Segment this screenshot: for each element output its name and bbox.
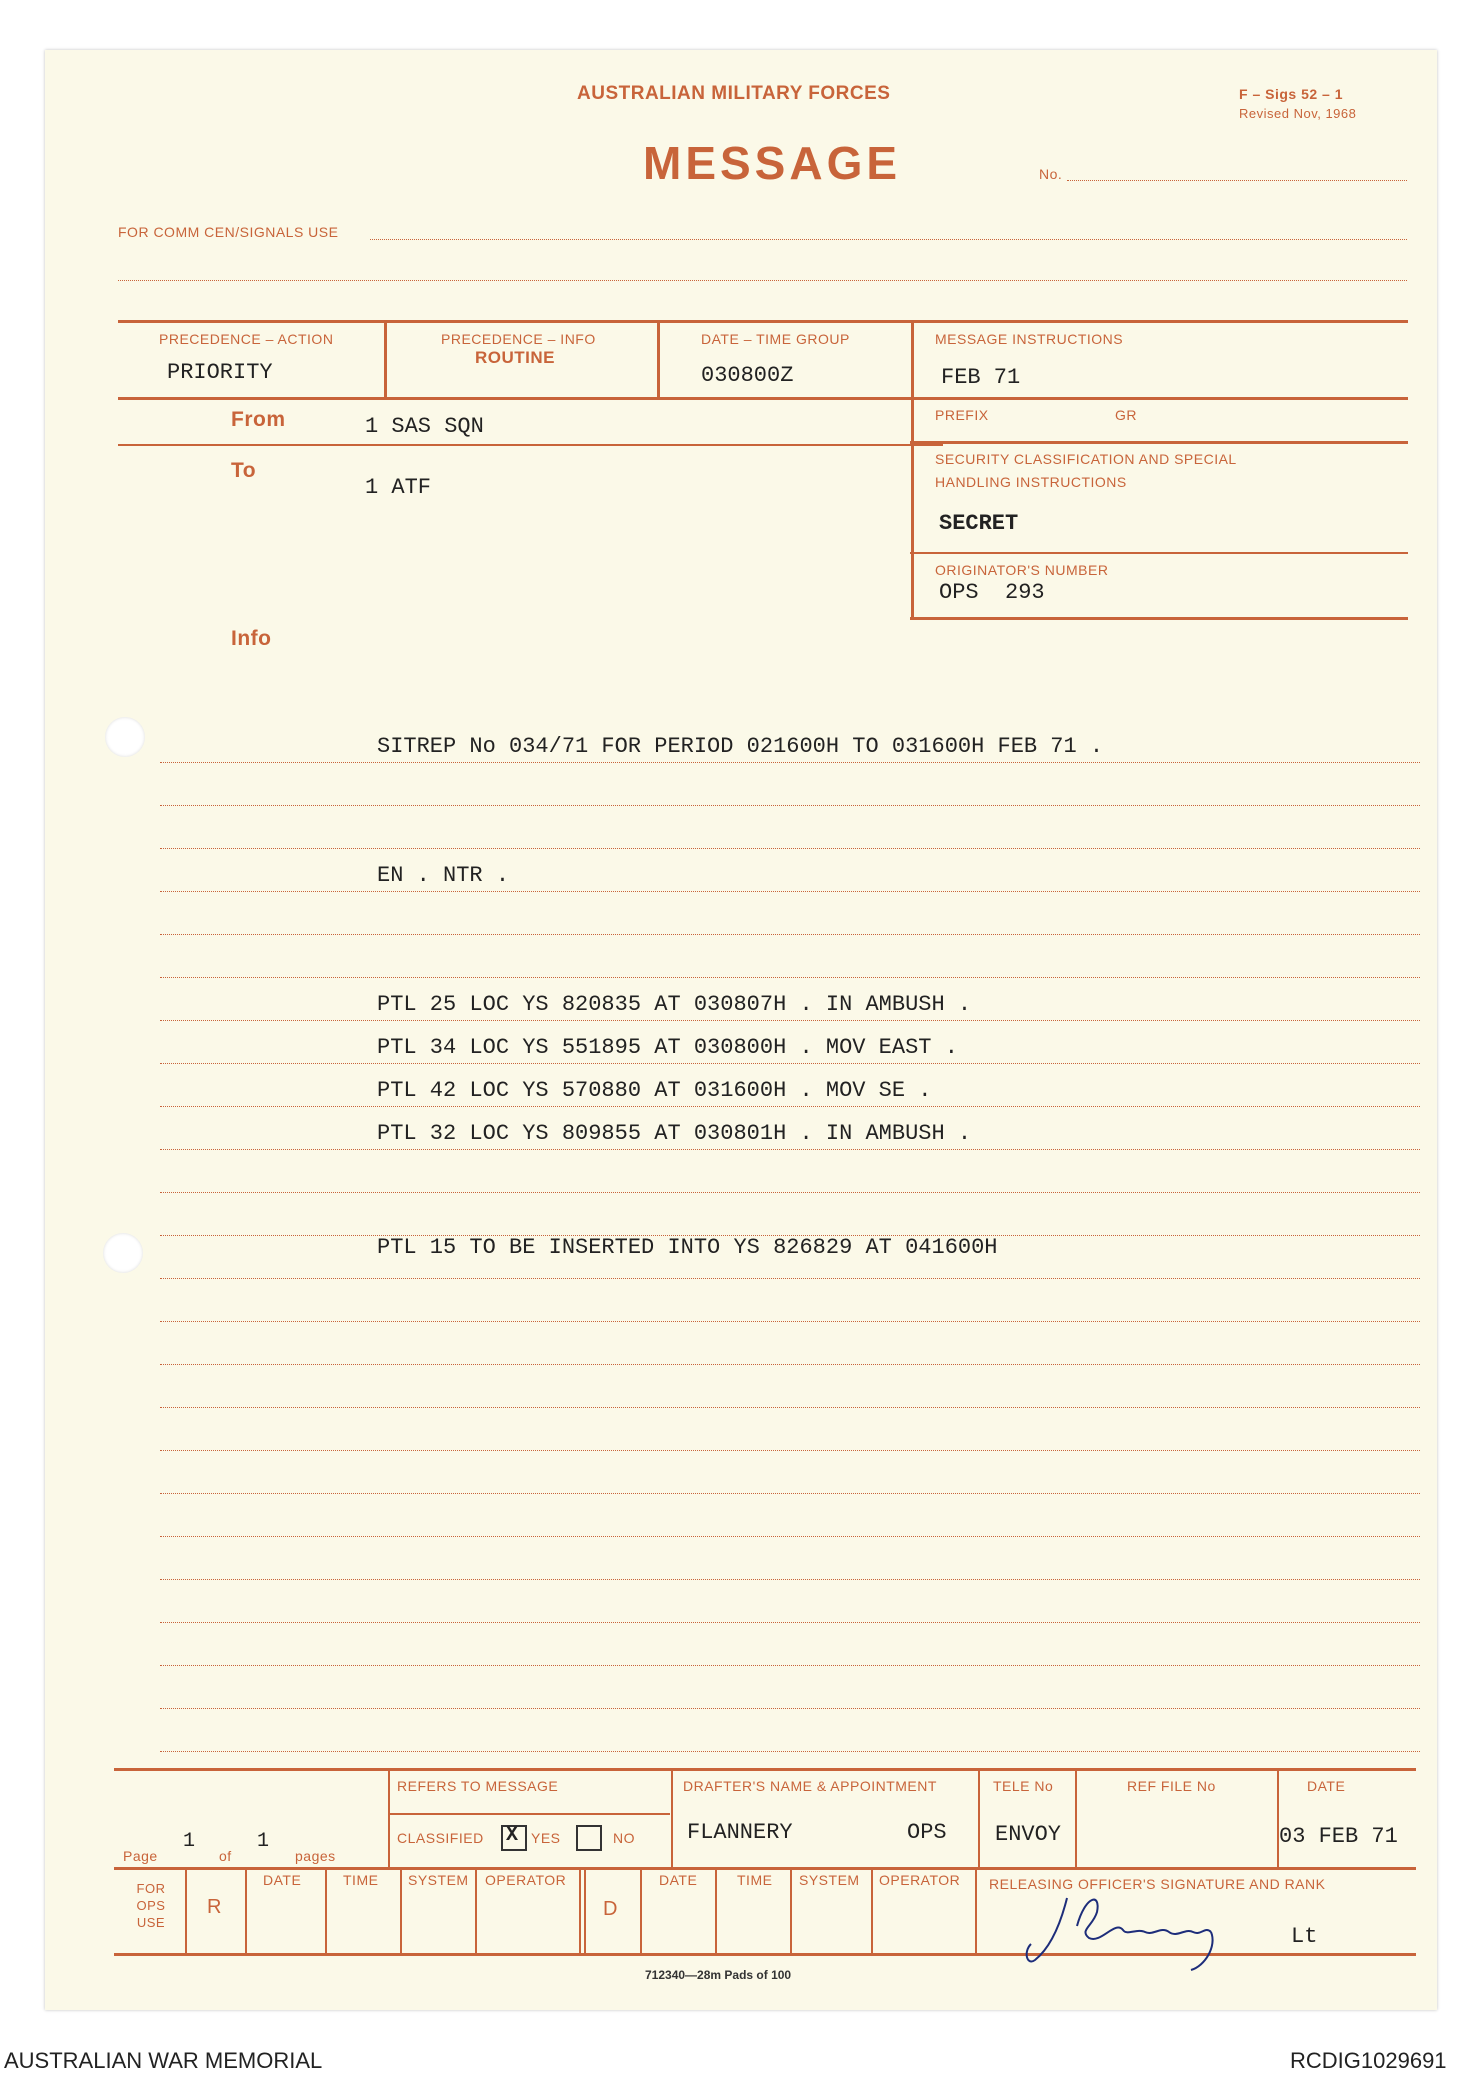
security-value: SECRET xyxy=(939,511,1019,536)
ruled-line xyxy=(160,1278,1420,1279)
ruled-line xyxy=(160,1493,1420,1494)
date-label: DATE xyxy=(1307,1778,1346,1794)
info-label: Info xyxy=(231,627,272,650)
classified-rule xyxy=(388,1813,670,1815)
print-code: 712340—28m Pads of 100 xyxy=(645,1968,792,1982)
ops-col-rule xyxy=(325,1867,327,1953)
ruled-line xyxy=(160,934,1420,935)
ref-file-label: REF FILE No xyxy=(1127,1778,1216,1794)
ruled-line xyxy=(160,1149,1420,1150)
ops-col-rule xyxy=(790,1867,792,1953)
col-divider-2 xyxy=(657,320,660,399)
ruled-line xyxy=(160,848,1420,849)
punch-hole-bottom xyxy=(103,1233,143,1273)
precedence-action-value: PRIORITY xyxy=(167,360,273,385)
revised-date: Revised Nov, 1968 xyxy=(1239,106,1357,121)
originator-rule xyxy=(910,617,1408,620)
ruled-line xyxy=(160,1192,1420,1193)
page-title: MESSAGE xyxy=(643,137,902,189)
ops-time-2: TIME xyxy=(737,1872,773,1888)
message-form xyxy=(45,50,1437,2010)
ruled-line xyxy=(160,805,1420,806)
drafter-label: DRAFTER'S NAME & APPOINTMENT xyxy=(683,1778,937,1794)
from-row-rule xyxy=(118,444,943,446)
security-rule xyxy=(910,552,1408,554)
ops-col-rule xyxy=(975,1867,977,1953)
originator-label: ORIGINATOR'S NUMBER xyxy=(935,562,1109,578)
comm-cen-label: FOR COMM CEN/SIGNALS USE xyxy=(118,224,339,240)
bottom-top-rule xyxy=(114,1768,1416,1771)
r-label: R xyxy=(207,1896,222,1918)
ops-col-rule xyxy=(715,1867,717,1953)
bottom-col-drafter xyxy=(671,1768,673,1868)
of-label: of xyxy=(219,1848,232,1864)
ruled-line xyxy=(160,1321,1420,1322)
bottom-col-ref xyxy=(1075,1768,1077,1868)
form-id: F – Sigs 52 – 1 xyxy=(1239,86,1343,102)
page-label: Page xyxy=(123,1848,158,1864)
ops-operator-1: OPERATOR xyxy=(485,1872,567,1888)
from-value: 1 SAS SQN xyxy=(365,414,484,439)
grid-row1-rule xyxy=(118,397,1408,400)
drafter-name: FLANNERY xyxy=(687,1820,793,1845)
ops-time-1: TIME xyxy=(343,1872,379,1888)
page-number: 1 xyxy=(183,1830,196,1853)
ops-col-rule xyxy=(871,1867,873,1953)
ruled-line xyxy=(160,762,1420,763)
col-divider-1 xyxy=(384,320,387,399)
drafter-appointment: OPS xyxy=(907,1820,947,1845)
date-value: 03 FEB 71 xyxy=(1279,1824,1398,1849)
tele-label: TELE No xyxy=(993,1778,1054,1794)
body-line-ptl25: PTL 25 LOC YS 820835 AT 030807H . IN AMBUSH . xyxy=(377,992,972,1017)
dtg-label: DATE – TIME GROUP xyxy=(701,331,850,347)
releasing-officer-label: RELEASING OFFICER'S SIGNATURE AND RANK xyxy=(989,1876,1326,1892)
for-ops-use-label: FOR OPS USE xyxy=(136,1881,166,1930)
precedence-info-value: ROUTINE xyxy=(475,348,555,367)
to-label: To xyxy=(231,459,257,482)
ops-col-rule xyxy=(579,1867,581,1953)
ops-col-rule xyxy=(475,1867,477,1953)
archive-name: AUSTRALIAN WAR MEMORIAL xyxy=(4,2048,323,2073)
officer-signature xyxy=(1005,1886,1285,1976)
to-value: 1 ATF xyxy=(365,475,432,500)
no-label: No. xyxy=(1039,166,1063,182)
classified-no-checkbox[interactable] xyxy=(576,1825,602,1851)
gr-label: GR xyxy=(1115,407,1137,423)
punch-hole-top xyxy=(105,717,145,757)
bottom-col-refers xyxy=(388,1768,390,1868)
body-line-enemy: EN . NTR . xyxy=(377,863,510,888)
body-line-ptl15: PTL 15 TO BE INSERTED INTO YS 826829 AT 041600H xyxy=(377,1235,998,1260)
ruled-line xyxy=(160,1063,1420,1064)
bottom-mid-rule xyxy=(114,1867,1416,1870)
ruled-line xyxy=(160,1622,1420,1623)
comm-cen-line-2 xyxy=(118,280,1407,281)
body-line-ptl42: PTL 42 LOC YS 570880 AT 031600H . MOV SE . xyxy=(377,1078,932,1103)
ruled-line xyxy=(160,1708,1420,1709)
ops-col-rule xyxy=(400,1867,402,1953)
ops-date-1: DATE xyxy=(263,1872,302,1888)
ops-operator-2: OPERATOR xyxy=(879,1872,961,1888)
ruled-line xyxy=(160,1020,1420,1021)
no-option-label: NO xyxy=(613,1830,635,1846)
ruled-line xyxy=(160,1450,1420,1451)
msg-instr-label: MESSAGE INSTRUCTIONS xyxy=(935,331,1124,347)
ruled-line xyxy=(160,1536,1420,1537)
security-label-2: HANDLING INSTRUCTIONS xyxy=(935,474,1127,490)
dtg-value: 030800Z xyxy=(701,363,794,388)
precedence-info-label: PRECEDENCE – INFO xyxy=(441,331,596,347)
ruled-line xyxy=(160,1407,1420,1408)
ruled-line xyxy=(160,1106,1420,1107)
org-title: AUSTRALIAN MILITARY FORCES xyxy=(577,83,891,104)
ruled-line xyxy=(160,1751,1420,1752)
from-label: From xyxy=(231,408,286,431)
ruled-line xyxy=(160,977,1420,978)
originator-value: OPS 293 xyxy=(939,580,1045,605)
ops-date-2: DATE xyxy=(659,1872,698,1888)
precedence-action-label: PRECEDENCE – ACTION xyxy=(159,331,334,347)
ops-col-rule xyxy=(584,1867,586,1953)
prefix-label: PREFIX xyxy=(935,407,989,423)
page-count xyxy=(123,1824,385,1864)
refers-label: REFERS TO MESSAGE xyxy=(397,1778,559,1794)
ops-col-rule xyxy=(640,1867,642,1953)
comm-cen-line-1 xyxy=(370,239,1407,240)
ops-system-1: SYSTEM xyxy=(408,1872,469,1888)
body-line-ptl32: PTL 32 LOC YS 809855 AT 030801H . IN AMBUSH . xyxy=(377,1121,972,1146)
bottom-col-date xyxy=(1277,1768,1279,1868)
yes-check-mark: X xyxy=(506,1824,519,1847)
total-pages: 1 xyxy=(257,1830,270,1853)
ruled-line xyxy=(160,1364,1420,1365)
ruled-line xyxy=(160,1665,1420,1666)
d-label: D xyxy=(603,1898,618,1920)
officer-rank: Lt xyxy=(1291,1924,1318,1949)
prefix-rule xyxy=(910,441,1408,444)
col-divider-3 xyxy=(911,320,914,619)
yes-label: YES xyxy=(531,1830,561,1846)
grid-top-rule xyxy=(118,320,1408,323)
pages-label: pages xyxy=(295,1848,336,1864)
classified-yes-checkbox[interactable] xyxy=(501,1825,527,1851)
ops-col-rule xyxy=(245,1867,247,1953)
archive-id: RCDIG1029691 xyxy=(1290,2048,1447,2073)
security-label-1: SECURITY CLASSIFICATION AND SPECIAL xyxy=(935,451,1237,467)
body-line-ptl34: PTL 34 LOC YS 551895 AT 030800H . MOV EAST . xyxy=(377,1035,958,1060)
ruled-line xyxy=(160,1579,1420,1580)
body-line-sitrep: SITREP No 034/71 FOR PERIOD 021600H TO 031600H FEB 71 . xyxy=(377,734,1104,759)
ruled-line xyxy=(160,891,1420,892)
ops-system-2: SYSTEM xyxy=(799,1872,860,1888)
msg-instr-value: FEB 71 xyxy=(941,365,1021,390)
bottom-col-tele xyxy=(978,1768,980,1868)
no-dotted-line xyxy=(1067,180,1407,181)
ops-col-rule xyxy=(185,1867,187,1953)
tele-value: ENVOY xyxy=(995,1822,1062,1847)
classified-label: CLASSIFIED xyxy=(397,1830,484,1846)
